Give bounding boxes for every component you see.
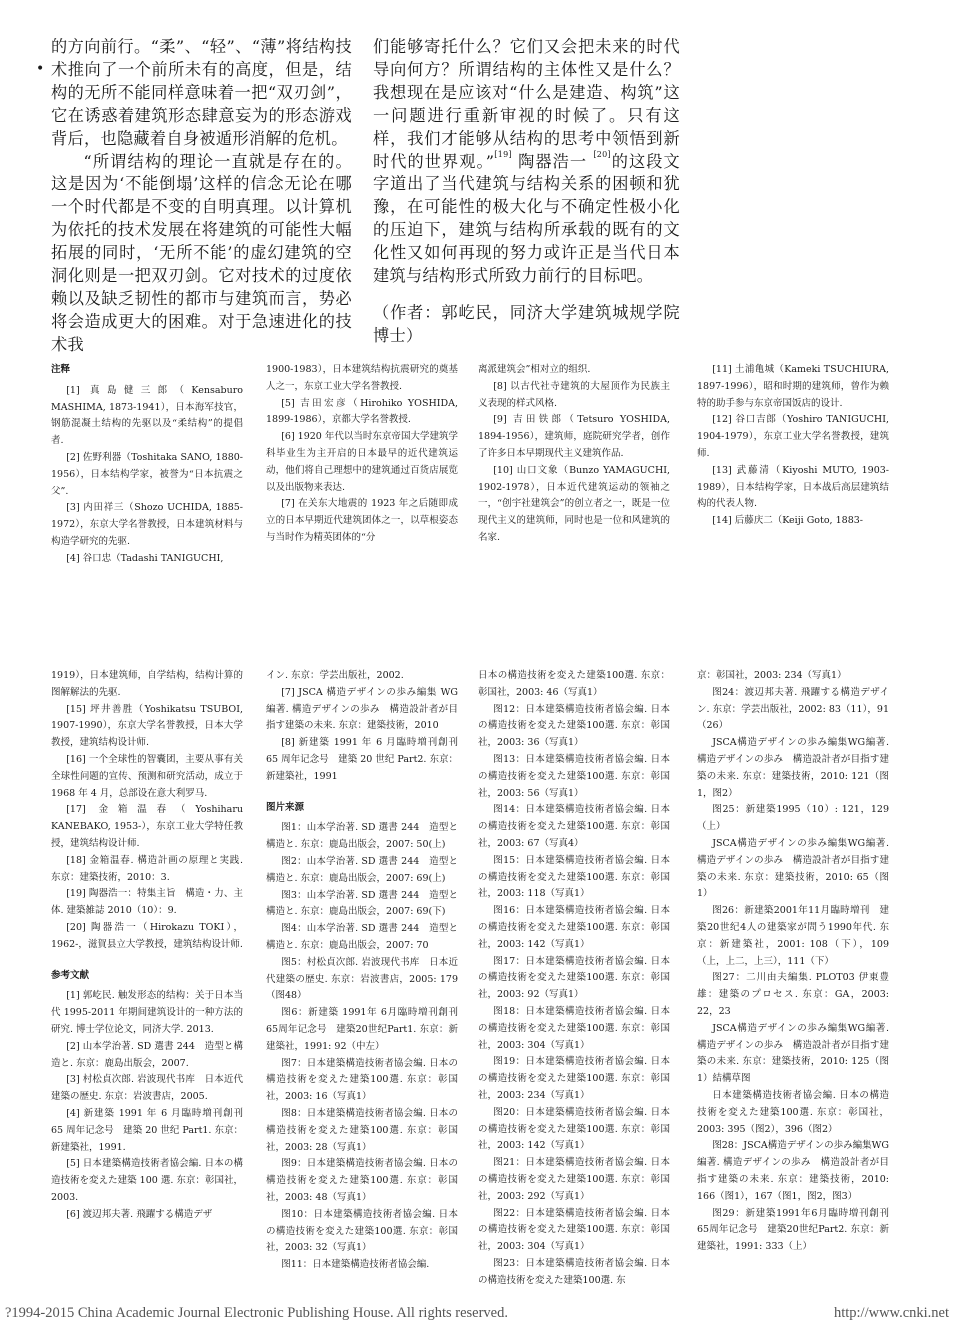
notes-heading: 注释 — [51, 364, 71, 375]
notes-column-3 — [478, 362, 670, 547]
image-source-item: 图5：村松貞次郎. 岩波现代书库 日本近代建築の歴史. 东京：岩波書店，2005: 179（图48） — [266, 956, 458, 1002]
image-source-item: 图8：日本建築構造技術者協会編. 日本の構造技術を変えた建築100選. 东京：彰国社，2003: 28（写真1） — [266, 1107, 458, 1153]
note-item: [4] 谷口忠（Tadashi TANIGUCHI, — [66, 552, 224, 564]
image-source-item: 图4：山本学治著. SD 選書 244 造型と構造と. 东京：鹿島出版会，2007: 70 — [266, 923, 458, 951]
refs-column-3 — [478, 668, 670, 1289]
image-source-item: 图20：日本建築構造技術者協会編. 日本の構造技術を変えた建築100選. 东京：彰国社，2003: 142（写真1） — [478, 1106, 670, 1152]
note-item: [9] 吉田铁郎（Tetsuro YOSHIDA, 1894-1956），建筑师，庭院研究学者，创作了许多日本早期现代主义建筑作品. — [478, 414, 670, 459]
note-item: [15] 坪井善胜（Yoshikatsu TSUBOI, 1907-1990），东京大学名誉教授，日本大学教授，建筑结构设计师. — [51, 703, 243, 749]
image-source-item: 图23：日本建築構造技術者協会編. 日本の構造技術を変えた建築100選. 东 — [478, 1257, 670, 1286]
main-text-span: 的这段文字道出了当代建筑与结构关系的困顿和犹豫，在可能性的极大化与不确定性极小化的压迫下，建筑与结构所承载的既有的文化性又如何再现的努力或许正是当代日本建筑与结构形式所致力前行的目标吧。 — [373, 151, 681, 286]
image-source-item: JSCA構造デザインの歩み編集WG編著. 構造デザインの歩み 構造設計者が目指す建築の未来. 东京：建築技術，2010: 125（图1）結構草图 — [697, 1022, 889, 1085]
image-source-item: JSCA構造デザインの歩み編集WG編著. 構造デザインの歩み 構造設計者が目指す建築の未来. 东京：建築技術，2010: 121（图1，图2） — [697, 737, 889, 799]
citation-20: [20] — [593, 149, 611, 159]
image-source-item: 图29：新建築1991年6月臨時増刊創刊65周年记念号 建築20世纪Part2. 东京：新建築社，1991: 333（上） — [697, 1207, 889, 1253]
image-source-item: 图2：山本学治著. SD 選書 244 造型と構造と. 东京：鹿島出版会，2007: 69(上) — [266, 855, 458, 884]
image-source-item: 图9：日本建築構造技術者協会編. 日本の構造技術を変えた建築100選. 东京：彰国社，2003: 48（写真1） — [266, 1158, 458, 1203]
main-paragraph: 的方向前行。“柔”、“轻”、“薄”将结构技术推向了一个前所未有的高度，但是，结构的无所不能同样意味着一把“双刃剑”，它在诱惑着建筑形态肆意妄为的形态游戏背后，也隐藏着自身被遁形消解的危机。 — [51, 37, 352, 148]
reference-item: [2] 山本学治著. SD 選書 244 造型と構造と. 东京：鹿島出版会，2007. — [51, 1040, 243, 1069]
image-source-item: 图7：日本建築構造技術者協会編. 日本の構造技術を変えた建築100選. 东京：彰国社，2003: 16（写真1） — [266, 1057, 458, 1103]
image-source-item: 图11：日本建築構造技術者協会編. — [281, 1259, 430, 1271]
image-source-item: 图10：日本建築構造技術者協会編. 日本の構造技術を変えた建築100選. 东京：彰国社，2003: 32（写真1） — [266, 1208, 458, 1254]
cnki-link[interactable]: http://www.cnki.net — [833, 1305, 949, 1321]
reference-item: [4] 新建築 1991 年 6 月臨時増刊創刊 65 周年记念号 建築 20 世纪 Part1. 东京：新建築社，1991. — [51, 1107, 243, 1153]
note-item: [8] 以古代社寺建筑的大屋顶作为民族主义表现的样式风格. — [478, 380, 670, 409]
image-source-item: 日本建築構造技術者協会編. 日本の構造技術を変えた建築100選. 东京：彰国社，2003: 395（图2），396（图2） — [697, 1089, 889, 1135]
note-item: [20] 陶器浩一（Hirokazu TOKI），1962-，滋賀县立大学教授，建筑结构设计师. — [51, 921, 243, 950]
note-item: [17] 金箱温春（Yoshiharu KANEBAKO, 1953-），东京工业大学特任教授，建筑结构设计师. — [51, 804, 243, 849]
reference-item: [7] JSCA 構造デザインの歩み編集 WG 編著. 構造デザインの歩み 構造設計者が目指す建築の未来. 东京：建築技術，2010 — [266, 686, 458, 732]
refs-column-1 — [51, 668, 243, 1224]
image-source-item: 图24：渡辺邦夫著. 飛躍する構造デザイン. 东京：学芸出版社，2002: 83（11），91（26） — [697, 686, 889, 732]
note-item: [10] 山口文象（Bunzo YAMAGUCHI, 1902-1978），日本近代建筑运动的领袖之一，“创宇社建筑会”的创立者之一，既是一位现代主义的建筑师，同时也是一位和风建筑的名家. — [478, 464, 670, 543]
image-source-item: 图28：JSCA構造デザインの歩み編集WG編著. 構造デザインの歩み 構造設計者が目指す建築の未来. 东京：建築技術，2010: 166（图1），167（图1，图2，图3） — [697, 1140, 889, 1202]
note-item: [19] 陶器浩一：特集主旨 構造・力、主体. 建築雑誌 2010（10）：9. — [51, 888, 243, 917]
image-source-item: 图19：日本建築構造技術者協会編. 日本の構造技術を変えた建築100選. 东京：彰国社，2003: 234（写真1） — [478, 1056, 670, 1101]
reference-item: [6] 渡辺邦夫著. 飛躍する構造デザ — [66, 1208, 213, 1220]
image-source-item: 图13：日本建築構造技術者協会編. 日本の構造技術を変えた建築100選. 东京：彰国社，2003: 56（写真1） — [478, 753, 670, 799]
image-source-item: 图16：日本建築構造技術者協会編. 日本の構造技術を変えた建築100選. 东京：彰国社，2003: 142（写真1） — [478, 905, 670, 950]
citation-19: [19] — [494, 149, 512, 159]
notes-column-1 — [51, 362, 243, 568]
copyright-text: ?1994-2015 China Academic Journal Electronic Publishing House. All rights reserved. — [5, 1305, 508, 1321]
main-text-span: 们能够寄托什么？它们又会把未来的时代导向何方？所谓结构的主体性又是什么？我想现在是应该对“什么是建造、构筑”这一问题进行重新审视的时候了。只有这样，我们才能够从结构的思考中领悟到新时代的世界观。” — [373, 37, 680, 171]
image-source-item: 京：彰国社，2003: 234（写真1） — [697, 670, 847, 681]
note-item: 离派建筑会”相对立的组织. — [478, 364, 591, 375]
note-item: [14] 后藤庆二（Keiji Goto, 1883- — [712, 515, 863, 527]
note-item: [6] 1920 年代以当时东京帝国大学建筑学科毕业生为主开启的日本最早的近代建筑运动，他们将自己理想中的建筑通过百货店展览以及出版物来表达. — [266, 431, 458, 493]
main-text-left-column — [51, 36, 352, 357]
image-source-item: 图14：日本建築構造技術者協会編. 日本の構造技術を変えた建築100選. 东京：彰国社，2003: 67（写真4） — [478, 804, 670, 849]
image-source-item: 图15：日本建築構造技術者協会編. 日本の構造技術を変えた建築100選. 东京：彰国社，2003: 118（写真1） — [478, 854, 670, 900]
references-heading: 参考文献 — [51, 969, 90, 981]
image-sources-heading: 图片来源 — [266, 801, 305, 813]
note-item: [11] 土浦亀城（Kameki TSUCHIURA, 1897-1996），昭和时期的建筑师，曾作为赖特的助手参与东京帝国饭店的设计. — [697, 364, 889, 409]
reference-item: [3] 村松貞次郎. 岩波现代书库 日本近代建築の歴史. 东京：岩波書店，2005. — [51, 1074, 243, 1103]
image-source-item: JSCA構造デザインの歩み編集WG編著. 構造デザインの歩み 構造設計者が目指す建築の未来. 东京：建築技術，2010: 65（图1） — [697, 837, 889, 900]
note-item: [2] 佐野利器（Toshitaka SANO, 1880-1956），日本结构学家，被誉为“日本抗震之父”. — [51, 451, 243, 497]
refs-column-4 — [697, 668, 889, 1256]
image-source-item: 图22：日本建築構造技術者協会編. 日本の構造技術を変えた建築100選. 东京：彰国社，2003: 304（写真1） — [478, 1207, 670, 1253]
note-item: [5] 吉田宏彦（Hirohiko YOSHIDA, 1899-1986），京都大学名誉教授. — [266, 397, 458, 426]
author-name: 陶器浩一 — [511, 151, 594, 171]
reference-item: [5] 日本建築構造技術者協会編. 日本の構造技術を変えた建築 100 選. 东京：彰国社，2003. — [51, 1158, 243, 1203]
note-item: [3] 内田祥三（Shozo UCHIDA, 1885-1972），东京大学名誉教授，日本建筑材料与构造学研究的先驱. — [51, 502, 243, 547]
image-source-item: 图1：山本学治著. SD 選書 244 造型と構造と. 东京：鹿島出版会，2007: 50(上) — [266, 822, 458, 851]
image-source-item: 图18：日本建築構造技術者協会編. 日本の構造技術を変えた建築100選. 东京：彰国社，2003: 304（写真1） — [478, 1005, 670, 1051]
image-source-item: 图17：日本建築構造技術者協会編. 日本の構造技術を変えた建築100選. 东京：彰国社，2003: 92（写真1） — [478, 955, 670, 1001]
reference-item: [1] 郭屹民. 触发形态的结构：关于日本当代 1995-2011 年期间建筑设计的一种方法的研究. 博士学位论文，同济大学. 2013. — [51, 990, 243, 1035]
main-text-right-column — [373, 36, 680, 348]
note-item: [13] 武藤清（Kiyoshi MUTO, 1903-1989），日本结构学家，日本战后高层建筑结构的代表人物. — [697, 464, 889, 510]
notes-column-4 — [697, 362, 889, 530]
reference-item: [8] 新建築 1991 年 6 月臨時増刊創刊 65 周年记念号 建築 20 世纪 Part2. 东京：新建築社，1991 — [266, 737, 458, 782]
image-source-item: 图12：日本建築構造技術者協会編. 日本の構造技術を変えた建築100選. 东京：彰国社，2003: 36（写真1） — [478, 703, 670, 749]
image-source-item: 图25：新建築1995（10）: 121，129（上） — [697, 804, 889, 833]
author-credit: （作者：郭屹民，同济大学建筑城规学院博士） — [373, 302, 680, 345]
image-source-item: 图3：山本学治著. SD 選書 244 造型と構造と. 东京：鹿島出版会，2007: 69(下) — [266, 889, 458, 918]
image-source-item: 图26：新建築2001年11月臨時増刊 建築20世纪4人の建築家が問う1990年代. 东京：新建築社，2001: 108（下），109（上，上二，上三），111（下） — [697, 905, 889, 967]
note-item: 1919），日本建筑师，自学结构，结构计算的图解解法的先驱. — [51, 670, 243, 698]
image-source-item: 图27：二川由夫編集. PLOT03 伊東豊雄：建築のプロセス. 东京：GA，2003: 22，23 — [697, 972, 889, 1017]
note-item: [7] 在关东大地震的 1923 年之后随即成立的日本早期近代建筑团体之一，以草根姿态与当时作为精英团体的“分 — [266, 498, 458, 543]
notes-column-2 — [266, 362, 458, 547]
main-paragraph: “所谓结构的理论一直就是存在的。这是因为‘不能倒塌’这样的信念无论在哪一个时代都是不变的自明真理。以计算机为依托的技术发展在将建筑的可能性大幅拓展的同时，‘无所不能’的虚幻建筑的空洞化则是一把双刃剑。它对技术的过度依赖以及缺乏韧性的都市与建筑而言，势必将会造成更大的困难。对于急速进化的技术我 — [51, 151, 352, 354]
image-source-item: 日本の構造技術を変えた建築100選. 东京：彰国社，2003: 46（写真1） — [478, 670, 670, 698]
note-item: [18] 金箱温春. 構造計画の原理と実践. 东京：建築技術，2010：3. — [51, 854, 243, 883]
refs-column-2 — [266, 668, 458, 1274]
image-source-item: 图6：新建築 1991年 6月臨時増刊創刊65周年记念号 建築20世纪Part1. 东京：新建築社，1991: 92（中左） — [266, 1007, 458, 1052]
main-paragraph — [373, 36, 680, 288]
note-item: [12] 谷口吉郎（Yoshiro TANIGUCHI, 1904-1979），东京工业大学名誉教授，建筑师. — [697, 414, 889, 459]
margin-mark: • — [36, 61, 45, 77]
reference-item: イン. 东京：学芸出版社，2002. — [266, 670, 404, 681]
note-item: [16] 一个全球性的智囊团，主要从事有关全球性问题的宣传、预测和研究活动，成立于 1968 年 4 月，总部设在意大利罗马. — [51, 753, 243, 799]
image-source-item: 图21：日本建築構造技術者協会編. 日本の構造技術を変えた建築100選. 东京：彰国社，2003: 292（写真1） — [478, 1157, 670, 1202]
note-item: 1900-1983），日本建筑结构抗震研究的奠基人之一，东京工业大学名誉教授. — [266, 364, 458, 392]
note-item: [1] 真島健三郎（Kensaburo MASHIMA, 1873-1941），日本海军技官，钢筋混凝土结构的先驱以及“柔结构”的提倡者. — [51, 384, 243, 447]
